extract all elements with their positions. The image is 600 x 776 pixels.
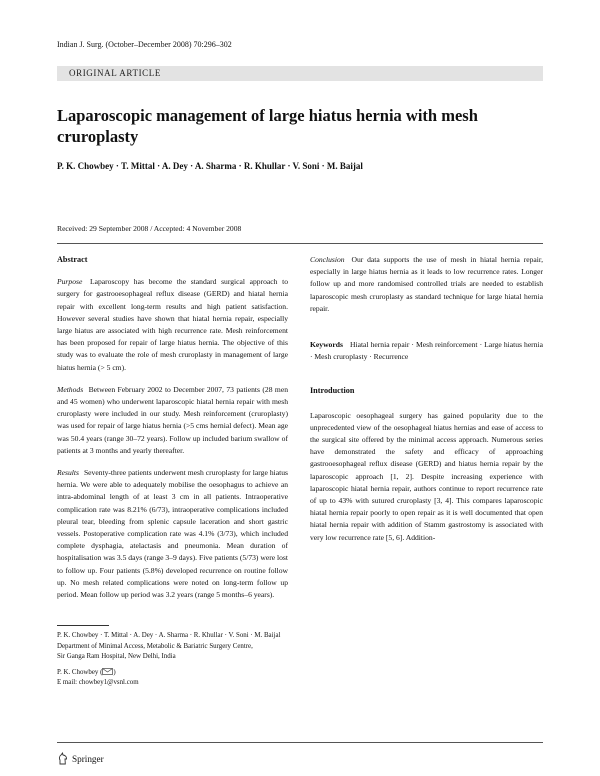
abstract-methods xyxy=(57,384,288,457)
keywords-label: Keywords xyxy=(310,340,343,350)
footnote-authors: P. K. Chowbey · T. Mittal · A. Dey · A. Sharma · R. Khullar · V. Soni · M. Baijal xyxy=(57,632,281,639)
journal-citation: Indian J. Surg. (October–December 2008) 70:296–302 xyxy=(57,40,232,49)
abstract-conclusion xyxy=(310,254,543,315)
divider xyxy=(57,243,543,244)
results-text: Seventy-three patients underwent mesh cruroplasty for large hiatus hernia. We were able to adequately mobilise the oesophagus to achieve an intra-abdominal length of at least 3 cm in all patients. Intraoperative complication rate was 8.21% (6/73), intraoperative complications included pleural tear, bleeding from splenic capsule laceration and short gastric vessels. Postoperative complication rate was 4.1% (3/73), which included complete dysphagia, atelactasis and pneumonia. Mean duration of hospitalisation was 3.5 days (range 3–9 days). Five patients (5/73) were lost to follow up. Four patients (5.8%) developed recurrence on routine follow up. No mesh related complications were noted on long-term follow up period. Mean follow up period was 3.2 years (range 5 months–6 years). xyxy=(57,468,288,600)
results-label: Results xyxy=(57,468,79,478)
conclusion-text: Our data supports the use of mesh in hiatal hernia repair, especially in large hiatus hernia as it leads to low recurrence rates. Longer follow up and more randomised controlled trials are needed to establish laparoscopic mesh cruroplasty as standard technique for large hiatal hernia repair. xyxy=(310,255,543,313)
abstract-purpose xyxy=(57,276,288,374)
purpose-text: Laparoscopy has become the standard surgical approach to surgery for gastrooesophageal reflux disease (GERD) and hiatal hernia repair with excellent long-term results and high patient satisfaction. However several studies have shown that hiatal hernia repair, especially large hiatus are associated with high recurrence rate. Mesh reinforcement has been proposed for repair of large hiatus hernia. The objective of this study was to evaluate the role of mesh cruroplasty in management of large hiatus hernia (> 5 cm). xyxy=(57,277,288,372)
affiliation-block xyxy=(57,631,288,663)
keywords-text: Hiatal hernia repair · Mesh reinforcement · Large hiatus hernia · Mesh cruroplasty · Recurrence xyxy=(310,340,543,362)
methods-label: Methods xyxy=(57,384,84,394)
right-column xyxy=(310,254,543,554)
keywords xyxy=(310,339,543,363)
introduction-heading: Introduction xyxy=(310,386,355,396)
springer-horse-icon xyxy=(57,752,69,765)
publisher-logo xyxy=(57,752,104,765)
conclusion-label: Conclusion xyxy=(310,255,345,264)
methods-text: Between February 2002 to December 2007, 73 patients (28 men and 45 women) who underwent laparoscopic hiatal hernia repair with mesh cruroplasty were included in our study. Mesh reinforcement (cruroplasty) was used for repair of large hiatus hernia (>5 cms hernial defect). Mean age was 50.4 years (range 30–72 years). Follow up included barium swallow of patients at 3 months and yearly thereafter. xyxy=(57,384,288,455)
article-title: Laparoscopic management of large hiatus hernia with mesh cruroplasty xyxy=(57,106,478,146)
article-type-label: ORIGINAL ARTICLE xyxy=(69,68,161,78)
email-address[interactable]: E mail: chowbey1@vsnl.com xyxy=(57,679,139,687)
abstract-results xyxy=(57,467,288,601)
received-accepted-dates: Received: 29 September 2008 / Accepted: 4 November 2008 xyxy=(57,224,242,233)
author-affiliations xyxy=(57,631,288,694)
footnote-department: Department of Minimal Access, Metabolic & Bariatric Surgery Centre, xyxy=(57,642,253,650)
author-list: P. K. Chowbey · T. Mittal · A. Dey · A. Sharma · R. Khullar · V. Soni · M. Baijal xyxy=(57,161,363,171)
envelope-icon xyxy=(102,668,113,675)
article-type-banner xyxy=(57,66,543,81)
corresponding-author: P. K. Chowbey ( xyxy=(57,668,103,676)
purpose-label: Purpose xyxy=(57,277,83,287)
publisher-name: Springer xyxy=(72,753,104,764)
footnote-hospital: Sir Ganga Ram Hospital, New Delhi, India xyxy=(57,653,176,661)
abstract-heading: Abstract xyxy=(57,255,88,264)
footer-divider xyxy=(57,742,543,743)
corresponding-block: P. K. Chowbey ( ) E mail: chowbey1@vsnl.com xyxy=(57,668,139,687)
footnote-rule xyxy=(57,625,109,626)
introduction-text: Laparoscopic oesophageal surgery has gained popularity due to the unprecedented view of the oesophageal hiatus hernias and ease of access to the surgical site offered by the minimal access approach. Numerous series have demonstrated the safety and efficacy of approaching gastrooesophageal reflux disease (GERD) and hiatus hernia repair by the laparoscopic approach [1, 2]. Despite increasing experience with laparoscopic hiatal hernia repair, authors continue to report recurrence rate of up to 43% with sutured cruroplasty [3, 4]. This compares laparoscopic hiatal hernia repair poorly to open repair as it is well documented that open hiatal hernia repair with addition of Stamm gastrostomy is associated with very low recurrence rate [5, 6]. Addition- xyxy=(310,410,543,542)
left-column xyxy=(57,254,288,601)
